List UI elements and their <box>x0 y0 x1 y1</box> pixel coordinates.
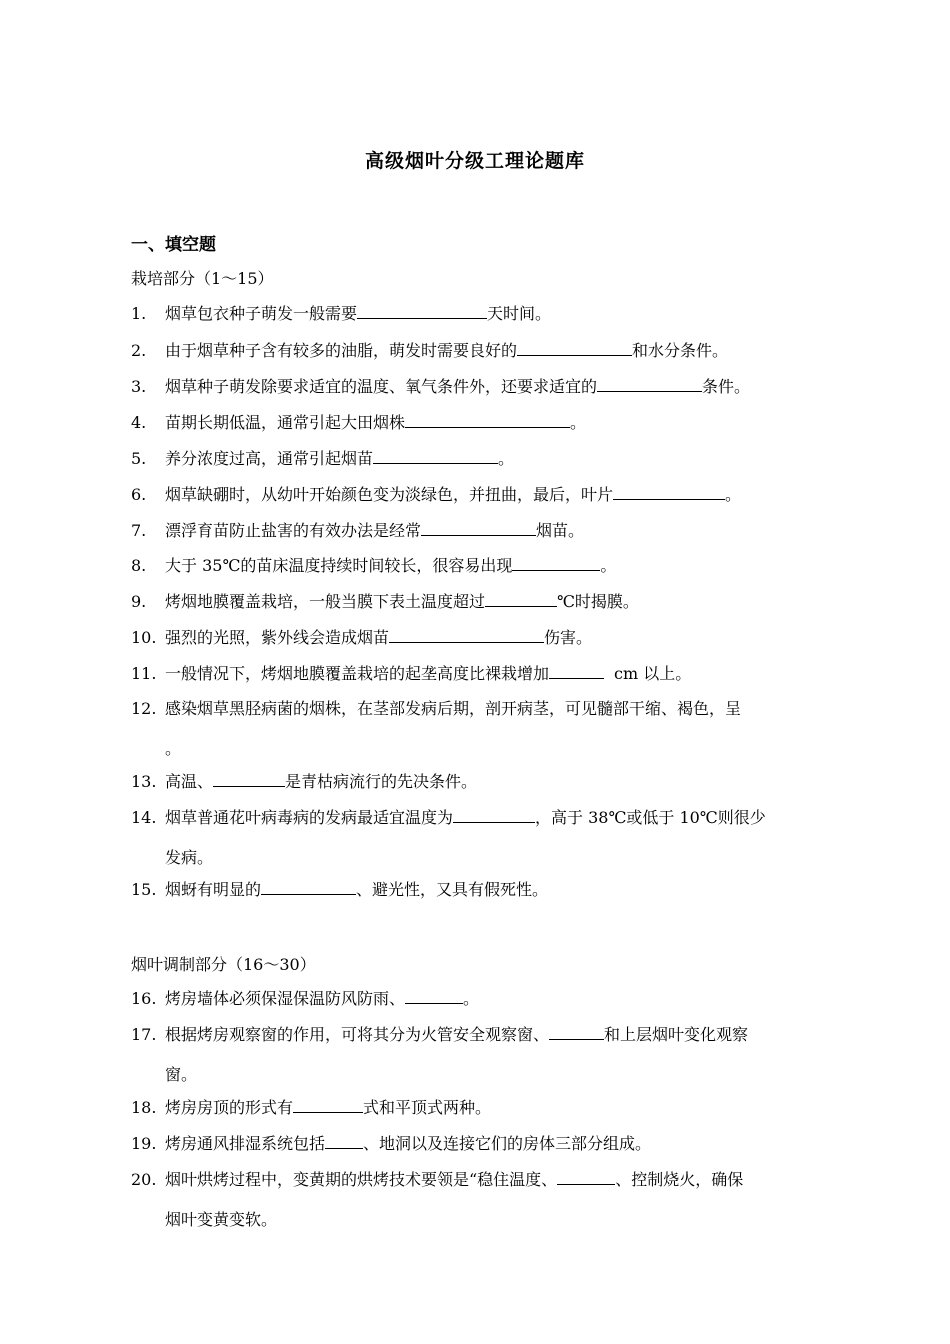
question-4: 4. 苗期长期低温，通常引起大田烟株 。 <box>131 413 587 432</box>
part-label: 烟叶调制部分（16～30） <box>131 955 316 974</box>
question-12-continuation: 。 <box>165 739 182 758</box>
answer-blank <box>549 664 604 679</box>
question-20: 20. 烟叶烘烤过程中，变黄期的烘烤技术要领是“稳住温度、 、控制烧火，确保 <box>131 1170 744 1189</box>
question-20-continuation: 烟叶变黄变软。 <box>165 1210 278 1229</box>
question-8: 8. 大于 35℃的苗床温度持续时间较长，很容易出现 。 <box>131 556 617 575</box>
answer-blank <box>405 413 570 428</box>
question-2: 2. 由于烟草种子含有较多的油脂，萌发时需要良好的 和水分条件。 <box>131 341 729 360</box>
answer-blank <box>213 772 285 787</box>
question-18: 18. 烤房房顶的形式有 式和平顶式两种。 <box>131 1098 492 1117</box>
answer-blank <box>405 989 463 1004</box>
page-title: 高级烟叶分级工理论题库 <box>364 150 585 172</box>
answer-blank <box>517 341 632 356</box>
answer-blank <box>421 521 536 536</box>
question-3: 3. 烟草种子萌发除要求适宜的温度、氧气条件外，还要求适宜的 条件。 <box>131 377 751 396</box>
question-15: 15. 烟蚜有明显的 、避光性，又具有假死性。 <box>131 880 549 899</box>
section-heading: 一、填空题 <box>131 235 216 255</box>
answer-blank <box>512 556 600 571</box>
question-16: 16. 烤房墙体必须保湿保温防风防雨、 。 <box>131 989 480 1008</box>
answer-blank <box>325 1134 363 1149</box>
question-11: 11. 一般情况下，烤烟地膜覆盖栽培的起垄高度比裸栽增加 cm 以上。 <box>131 664 692 683</box>
answer-blank <box>293 1098 363 1113</box>
answer-blank <box>373 449 498 464</box>
question-7: 7. 漂浮育苗防止盐害的有效办法是经常 烟苗。 <box>131 521 585 540</box>
answer-blank <box>485 592 557 607</box>
answer-blank <box>597 377 702 392</box>
question-9: 9. 烤烟地膜覆盖栽培，一般当膜下表土温度超过 ℃时揭膜。 <box>131 592 639 611</box>
answer-blank <box>453 808 535 823</box>
part-label: 栽培部分（1～15） <box>131 269 274 288</box>
question-17: 17. 根据烤房观察窗的作用，可将其分为火管安全观察窗、 和上层烟叶变化观察 <box>131 1025 749 1044</box>
question-14: 14. 烟草普通花叶病毒病的发病最适宜温度为 ，高于 38℃或低于 10℃则很少 <box>131 808 766 827</box>
question-10: 10. 强烈的光照，紫外线会造成烟苗 伤害。 <box>131 628 593 647</box>
question-19: 19. 烤房通风排湿系统包括 、地洞以及连接它们的房体三部分组成。 <box>131 1134 652 1153</box>
answer-blank <box>613 485 725 500</box>
question-13: 13. 高温、 是青枯病流行的先决条件。 <box>131 772 478 791</box>
answer-blank <box>357 304 487 319</box>
question-12: 12. 感染烟草黑胫病菌的烟株，在茎部发病后期，剖开病茎，可见髓部干缩、褐色，呈 <box>131 699 742 718</box>
answer-blank <box>557 1170 615 1185</box>
question-14-continuation: 发病。 <box>165 848 214 867</box>
question-6: 6. 烟草缺硼时，从幼叶开始颜色变为淡绿色，并扭曲，最后，叶片 。 <box>131 485 742 504</box>
answer-blank <box>261 880 356 895</box>
question-1: 1. 烟草包衣种子萌发一般需要 天时间。 <box>131 304 552 323</box>
question-5: 5. 养分浓度过高，通常引起烟苗 。 <box>131 449 515 468</box>
answer-blank <box>549 1025 604 1040</box>
question-17-continuation: 窗。 <box>165 1065 198 1084</box>
answer-blank <box>389 628 544 643</box>
